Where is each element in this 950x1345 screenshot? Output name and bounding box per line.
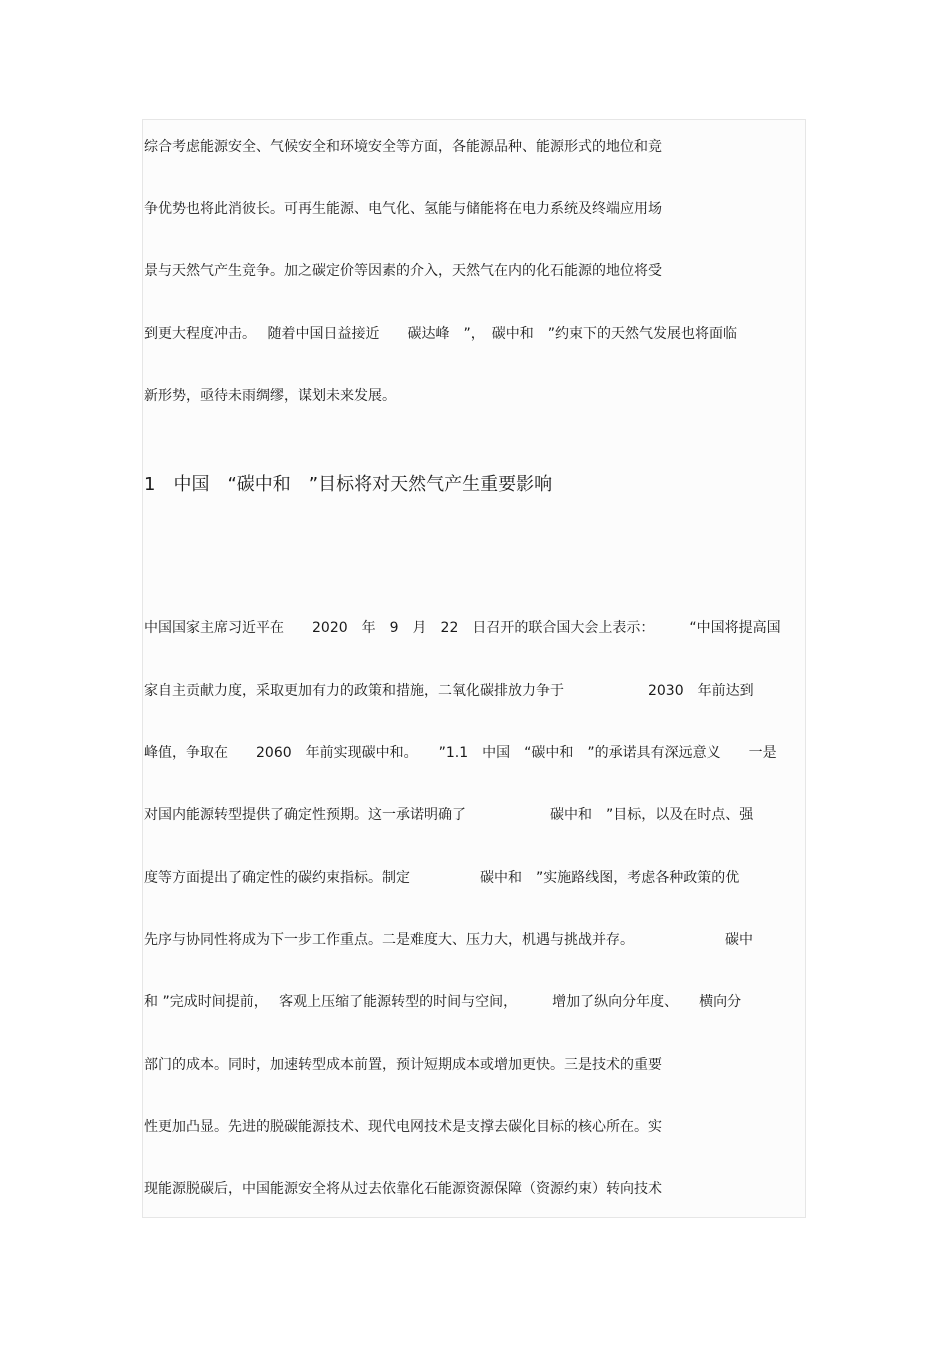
paragraph-line: 到更大程度冲击。 随着中国日益接近 碳达峰 ”， 碳中和 ”约束下的天然气发展也将面临 <box>144 326 737 342</box>
paragraph-line: 中国国家主席习近平在 2020 年 9 月 22 日召开的联合国大会上表示： “中国将提高国 <box>144 620 781 636</box>
paragraph-line: 现能源脱碳后，中国能源安全将从过去依靠化石能源资源保障（资源约束）转向技术 <box>144 1181 662 1197</box>
paragraph-line: 综合考虑能源安全、气候安全和环境安全等方面，各能源品种、能源形式的地位和竞 <box>144 139 662 155</box>
paragraph-line: 新形势，亟待未雨绸缪，谋划未来发展。 <box>144 388 396 404</box>
paragraph-line: 争优势也将此消彼长。可再生能源、电气化、氢能与储能将在电力系统及终端应用场 <box>144 201 662 217</box>
paragraph-line: 景与天然气产生竞争。加之碳定价等因素的介入，天然气在内的化石能源的地位将受 <box>144 263 662 279</box>
paragraph-line: 部门的成本。同时，加速转型成本前置，预计短期成本或增加更快。三是技术的重要 <box>144 1057 662 1073</box>
section-heading: 1 中国 “碳中和 ”目标将对天然气产生重要影响 <box>144 474 553 495</box>
paragraph-line: 家自主贡献力度，采取更加有力的政策和措施，二氧化碳排放力争于 2030 年前达到 <box>144 683 754 699</box>
paragraph-line: 和 ”完成时间提前， 客观上压缩了能源转型的时间与空间， 增加了纵向分年度、 横向分 <box>144 994 742 1010</box>
paragraph-line: 度等方面提出了确定性的碳约束指标。制定 碳中和 ”实施路线图，考虑各种政策的优 <box>144 870 740 886</box>
paragraph-line: 对国内能源转型提供了确定性预期。这一承诺明确了 碳中和 ”目标，以及在时点、强 <box>144 807 754 823</box>
paragraph-line: 峰值，争取在 2060 年前实现碳中和。 ”1.1 中国 “碳中和 ”的承诺具有深远意义 一是 <box>144 745 777 761</box>
document-page <box>142 119 806 1218</box>
paragraph-line: 性更加凸显。先进的脱碳能源技术、现代电网技术是支撑去碳化目标的核心所在。实 <box>144 1119 662 1135</box>
paragraph-line: 先序与协同性将成为下一步工作重点。二是难度大、压力大，机遇与挑战并存。 碳中 <box>144 932 753 948</box>
